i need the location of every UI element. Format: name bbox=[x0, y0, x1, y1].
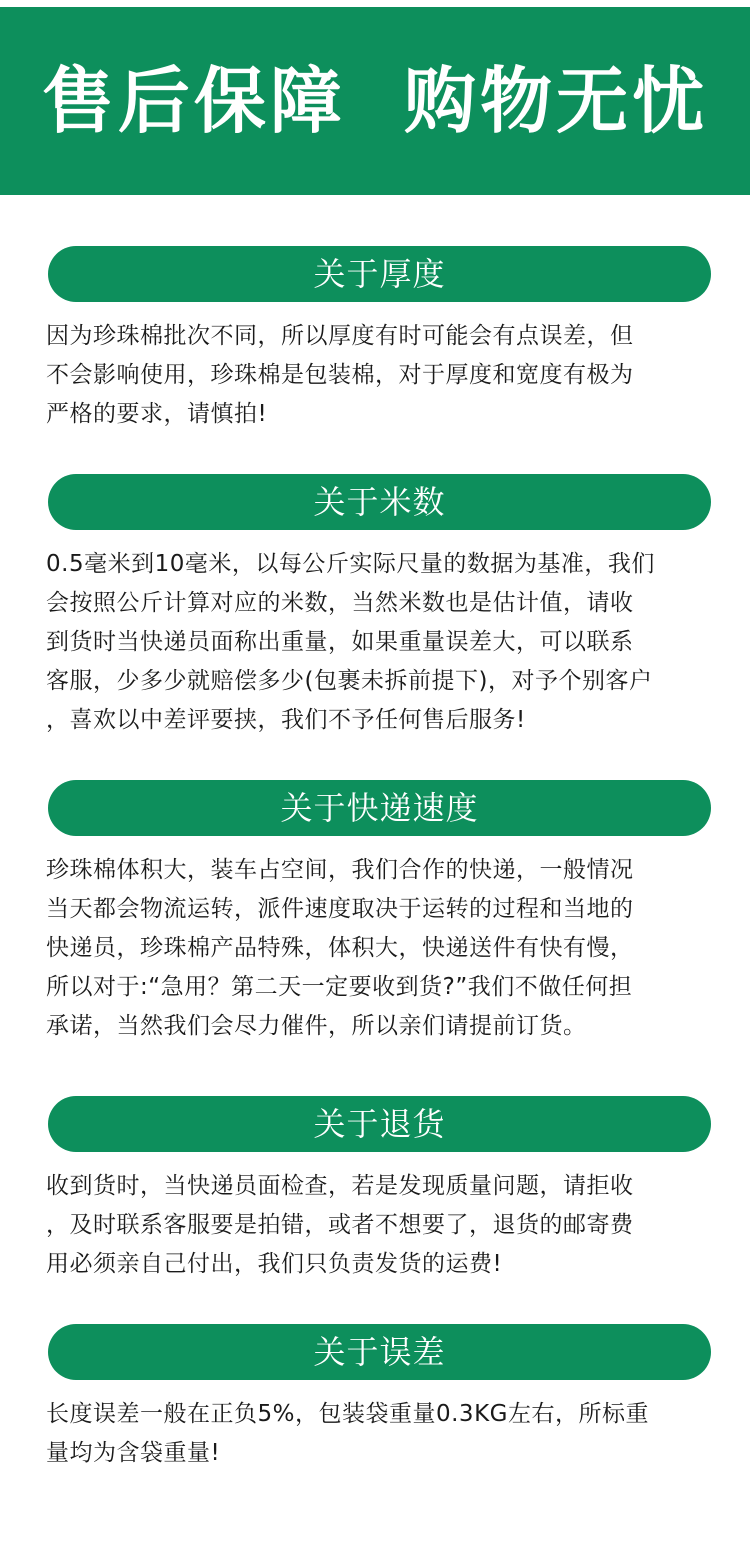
section-heading-pill bbox=[48, 1324, 711, 1380]
paragraph-line: 会按照公斤计算对应的米数，当然米数也是估计值，请收 bbox=[46, 590, 634, 616]
paragraph-line: 承诺，当然我们会尽力催件，所以亲们请提前订货。 bbox=[46, 1013, 587, 1039]
section-heading-pill bbox=[48, 780, 711, 836]
paragraph-line: 珍珠棉体积大，装车占空间，我们合作的快递，一般情况 bbox=[46, 857, 634, 883]
section-heading-pill bbox=[48, 474, 711, 530]
section-paragraph bbox=[46, 851, 718, 1046]
paragraph-line: 用必须亲自己付出，我们只负责发货的运费! bbox=[46, 1251, 503, 1277]
paragraph-line: 快递员，珍珠棉产品特殊，体积大，快递送件有快有慢， bbox=[46, 935, 634, 961]
paragraph-line: 所以对于:“急用？第二天一定要收到货?”我们不做任何担 bbox=[46, 974, 633, 1000]
section-paragraph bbox=[46, 317, 718, 434]
section-heading-pill bbox=[48, 246, 711, 302]
paragraph-line: 收到货时，当快递员面检查，若是发现质量问题，请拒收 bbox=[46, 1173, 634, 1199]
section-heading: 关于米数 bbox=[313, 483, 446, 521]
paragraph-line: 到货时当快递员面称出重量，如果重量误差大，可以联系 bbox=[46, 629, 634, 655]
section-heading: 关于厚度 bbox=[313, 255, 446, 293]
paragraph-line: ，喜欢以中差评要挟，我们不予任何售后服务! bbox=[46, 707, 526, 733]
paragraph-line: 长度误差一般在正负5%，包装袋重量0.3KG左右，所标重 bbox=[46, 1401, 649, 1427]
header-banner bbox=[0, 7, 750, 195]
paragraph-line: ，及时联系客服要是拍错，或者不想要了，退货的邮寄费 bbox=[46, 1212, 634, 1238]
paragraph-line: 量均为含袋重量! bbox=[46, 1440, 221, 1466]
page-title: 售后保障 购物无忧 bbox=[41, 59, 709, 143]
section-paragraph bbox=[46, 545, 718, 740]
paragraph-line: 因为珍珠棉批次不同，所以厚度有时可能会有点误差，但 bbox=[46, 323, 634, 349]
section-heading: 关于快递速度 bbox=[280, 789, 479, 827]
paragraph-line: 严格的要求，请慎拍! bbox=[46, 401, 268, 427]
paragraph-line: 0.5毫米到10毫米，以每公斤实际尺量的数据为基准，我们 bbox=[46, 551, 655, 577]
paragraph-line: 当天都会物流运转，派件速度取决于运转的过程和当地的 bbox=[46, 896, 634, 922]
section-heading: 关于退货 bbox=[313, 1105, 446, 1143]
section-paragraph bbox=[46, 1395, 718, 1473]
paragraph-line: 不会影响使用，珍珠棉是包装棉，对于厚度和宽度有极为 bbox=[46, 362, 634, 388]
paragraph-line: 客服，少多少就赔偿多少(包裹未拆前提下)，对予个别客户 bbox=[46, 668, 653, 694]
section-heading: 关于误差 bbox=[313, 1333, 446, 1371]
section-heading-pill bbox=[48, 1096, 711, 1152]
section-paragraph bbox=[46, 1167, 718, 1284]
